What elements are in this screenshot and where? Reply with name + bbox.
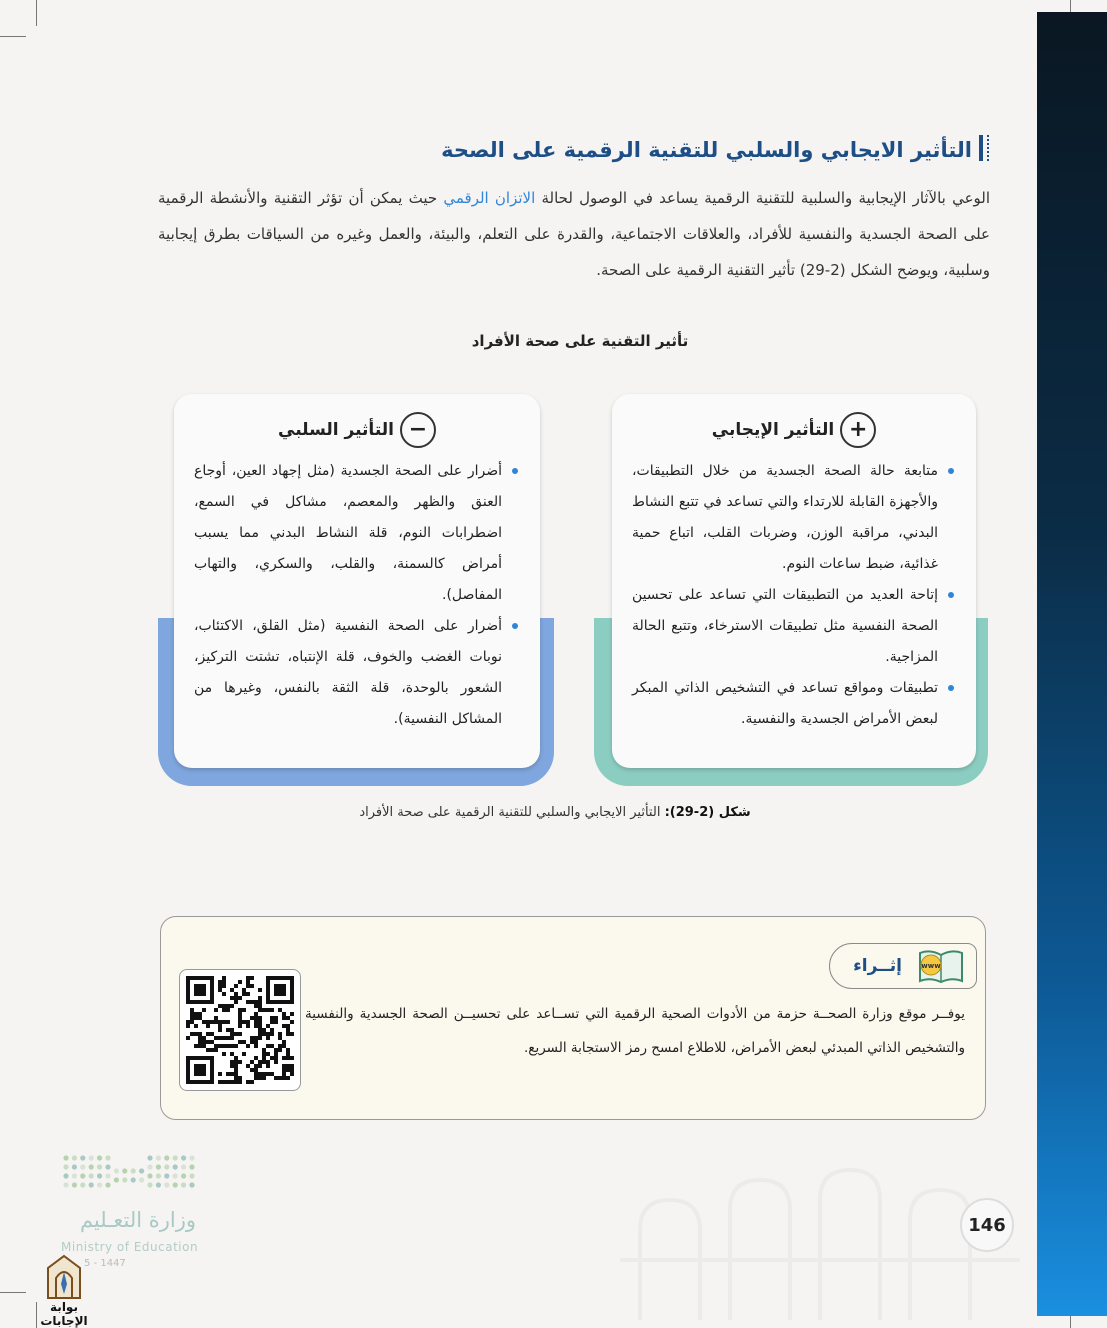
- crop-mark: [0, 1292, 26, 1293]
- list-item: تطبيقات ومواقع تساعد في التشخيص الذاتي المبكر لبعض الأمراض الجسدية والنفسية.: [632, 673, 956, 735]
- enrichment-label: [829, 943, 977, 989]
- figure-title: تأثير التقنية على صحة الأفراد: [471, 332, 689, 350]
- enrichment-label-text: إثــراء: [853, 956, 902, 976]
- ministry-name-english: Ministry of Education: [61, 1240, 199, 1254]
- intro-highlight: الاتزان الرقمي: [443, 189, 536, 207]
- caption-label: شكل (2-29):: [664, 805, 751, 820]
- title-marker: [979, 135, 989, 161]
- intro-text-end: حيث يمكن أن تؤثر التقنية والأنشطة الرقمية على الصحة الجسدية والنفسية للأفراد، والعلاقات الاجتماعية، والقدرة على التعلم، والبيئة، والعمل وغيره من السياقات بطرق إيجابية وسلبية، ويوضح الشكل (2-29) تأثير التقنية الرقمية على الصحة.: [158, 189, 990, 279]
- ministry-logo-icon: [60, 1152, 200, 1196]
- list-item: متابعة حالة الصحة الجسدية من خلال التطبيقات، والأجهزة القابلة للارتداء والتي تساعد في تتبع النشاط البدني، مراقبة الوزن، وضربات القلب، اتباع حمية غذائية، ضبط ساعات النوم.: [632, 456, 956, 580]
- positive-heading-label: التأثير الإيجابي: [711, 420, 835, 440]
- list-item: أضرار على الصحة النفسية (مثل القلق، الاكتئاب، نوبات الغضب والخوف، قلة الإنتباه، تشتت التركيز، الشعور بالوحدة، قلة الثقة بالنفس، وغيرها من المشاكل النفسية).: [194, 611, 520, 735]
- svg-text:www: www: [921, 962, 941, 970]
- negative-heading: [194, 410, 520, 450]
- ministry-name-arabic: وزارة التعـليم: [79, 1208, 196, 1232]
- negative-list: [194, 456, 520, 735]
- minus-icon: −: [400, 412, 436, 448]
- list-item: إتاحة العديد من التطبيقات التي تساعد على تحسين الصحة النفسية مثل تطبيقات الاسترخاء، وتتبع الحالة المزاجية.: [632, 580, 956, 673]
- intro-text-start: الوعي بالآثار الإيجابية والسلبية للتقنية الرقمية يساعد في الوصول لحالة: [535, 189, 991, 207]
- plus-icon: +: [840, 412, 876, 448]
- enrichment-box: [160, 916, 986, 1120]
- page-side-bar: [1037, 12, 1107, 1316]
- positive-list: [632, 456, 956, 735]
- crop-mark: [36, 0, 37, 26]
- positive-heading: [632, 410, 956, 450]
- answers-portal-label: بوابة الإجابات: [40, 1300, 88, 1328]
- negative-heading-label: التأثير السلبي: [278, 420, 394, 440]
- section-title: التأثير الايجابي والسلبي للتقنية الرقمية على الصحة: [441, 138, 972, 162]
- qr-code[interactable]: [179, 969, 301, 1091]
- qr-code-icon: [186, 976, 294, 1084]
- book-www-icon: [916, 947, 966, 985]
- list-item: أضرار على الصحة الجسدية (مثل إجهاد العين، أوجاع العنق والظهر والمعصم، مشاكل في السمع، اضطرابات النوم، قلة النشاط البدني مما يسبب أمراض كالسمنة، والقلب، والسكري، والتهاب المفاصل).: [194, 456, 520, 611]
- positive-panel: [612, 394, 976, 768]
- page-number: 146: [960, 1198, 1014, 1252]
- answers-portal-logo-icon: [42, 1254, 86, 1300]
- caption-text: التأثير الايجابي والسلبي للتقنية الرقمية على صحة الأفراد: [359, 805, 665, 820]
- intro-paragraph: [158, 180, 990, 288]
- negative-panel: [174, 394, 540, 768]
- ministry-year: 5 - 1447: [84, 1258, 126, 1269]
- figure-caption: [300, 805, 810, 820]
- enrichment-text: يوفــر موقع وزارة الصحــة حزمة من الأدوات الصحية الرقمية التي تســاعد على تحسيــن الصحة الجسدية والنفسية والتشخيص الذاتي المبدئي لبعض الأمراض، للاطلاع امسح رمز الاستجابة السريع.: [305, 1006, 965, 1056]
- crop-mark: [0, 36, 26, 37]
